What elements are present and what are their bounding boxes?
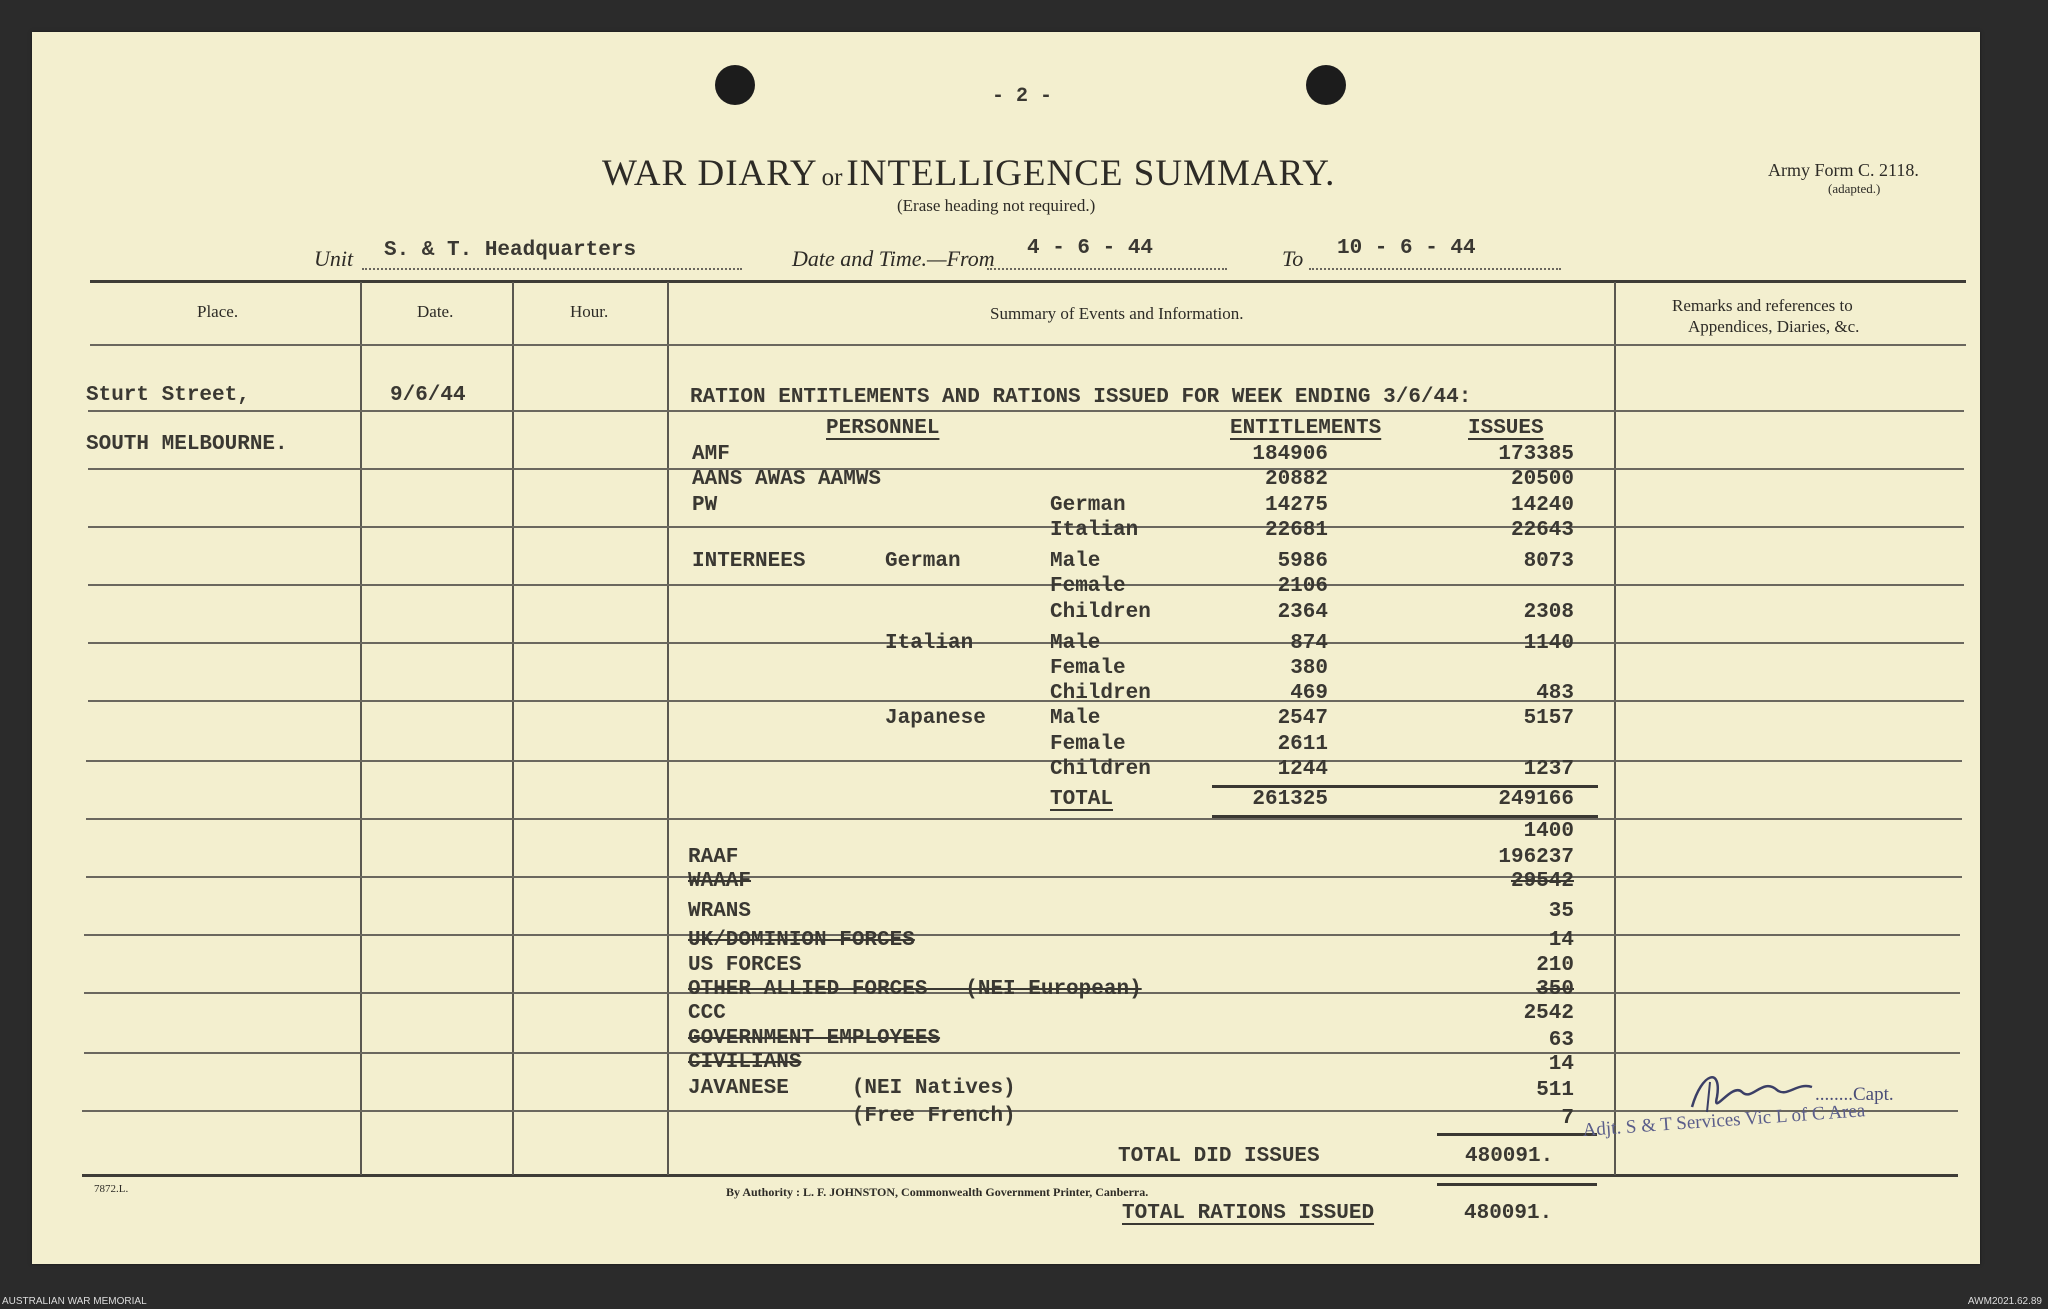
row-entitlement: 2547 — [1277, 707, 1328, 730]
column-header-date: Date. — [417, 302, 454, 321]
title-war-diary: WAR DIARY — [602, 153, 818, 194]
title-or: or — [821, 164, 843, 191]
row-sublabel: Female — [1050, 733, 1126, 756]
service-issue: 2542 — [1523, 1002, 1574, 1025]
printer-authority: By Authority : L. F. JOHNSTON, Commonwealth Government Printer, Canberra. — [726, 1185, 1149, 1199]
service-label: CIVILIANS — [688, 1051, 802, 1074]
service-label: US FORCES — [688, 954, 802, 977]
form-code: 7872.L. — [94, 1183, 129, 1195]
row-rule — [86, 760, 1962, 762]
row-label: AANS AWAS AAMWS — [692, 468, 882, 491]
service-label: GOVERNMENT EMPLOYEES — [688, 1027, 941, 1050]
signature-rank: ........Capt. — [1815, 1084, 1894, 1105]
unit-stamp: Adjt. S & T Services Vic L of C Area — [1582, 1100, 1866, 1141]
service-issue: 196237 — [1498, 846, 1574, 869]
row-entitlement: 874 — [1290, 632, 1328, 655]
row-sublabel: German — [1050, 494, 1126, 517]
row-rule — [82, 1110, 1958, 1112]
row-sublabel: Children — [1050, 601, 1151, 624]
service-label: WRANS — [688, 900, 752, 923]
date-to-dotted-line — [1309, 268, 1561, 270]
column-header-remarks-line1: Remarks and references to — [1672, 296, 1853, 315]
service-label: JAVANESE (NEI Natives) — [688, 1077, 1016, 1100]
column-divider-date — [512, 282, 514, 1175]
total-rations-issued-label: TOTAL RATIONS ISSUED — [1122, 1202, 1375, 1225]
row-rule — [88, 584, 1964, 586]
title-intelligence-summary: INTELLIGENCE SUMMARY. — [846, 153, 1336, 194]
total-bottom-rule — [1212, 815, 1598, 818]
service-issue: 63 — [1548, 1029, 1574, 1052]
service-label: UK/DOMINION FORCES — [688, 929, 915, 952]
row-entitlement: 469 — [1290, 682, 1328, 705]
service-label: OTHER ALLIED FORCES (NEI European) — [688, 978, 1142, 1001]
row-issue: 1237 — [1523, 758, 1574, 781]
column-header-place: Place. — [197, 302, 239, 321]
row-entitlement: 380 — [1290, 657, 1328, 680]
date-from-dotted-line — [987, 268, 1227, 270]
column-divider-place — [360, 282, 362, 1175]
row-issue: 5157 — [1523, 707, 1574, 730]
col-entitlements-heading: ENTITLEMENTS — [1230, 417, 1382, 440]
row-entitlement: 2611 — [1277, 733, 1328, 756]
row-issue: 22643 — [1510, 519, 1574, 542]
archive-id: AWM2021.62.89 — [1967, 1296, 2042, 1307]
row-issue: 20500 — [1510, 468, 1574, 491]
entry-place-line2: SOUTH MELBOURNE. — [86, 433, 288, 456]
row-entitlement: 184906 — [1252, 443, 1328, 466]
column-divider-summary — [1614, 282, 1616, 1175]
page-title — [602, 152, 1502, 195]
title-subtitle: (Erase heading not required.) — [897, 196, 1096, 215]
row-group: Italian — [885, 632, 974, 655]
total-issues: 249166 — [1498, 788, 1574, 811]
row-group: Japanese — [885, 707, 986, 730]
row-rule — [88, 410, 1964, 412]
row-rule — [88, 642, 1964, 644]
row-rule — [88, 700, 1964, 702]
service-label: CCC — [688, 1002, 726, 1025]
column-header-remarks-line2: Appendices, Diaries, &c. — [1688, 317, 1860, 336]
unit-dotted-line — [362, 268, 742, 270]
entry-place-line1: Sturt Street, — [86, 384, 250, 407]
service-issue: 14 — [1548, 929, 1574, 952]
unit-label: Unit — [314, 246, 354, 271]
unit-value: S. & T. Headquarters — [384, 239, 637, 262]
row-entitlement: 5986 — [1277, 550, 1328, 573]
row-rule — [88, 526, 1964, 528]
extra-issue: 1400 — [1523, 820, 1574, 843]
signature-rank-text: Capt. — [1853, 1084, 1894, 1105]
row-entitlement: 2106 — [1277, 575, 1328, 598]
row-sublabel: Male — [1050, 550, 1101, 573]
row-rule — [88, 468, 1964, 470]
service-issue: 29542 — [1510, 870, 1574, 893]
total-label: TOTAL — [1050, 788, 1114, 811]
column-header-hour: Hour. — [570, 302, 609, 321]
row-entitlement: 20882 — [1264, 468, 1328, 491]
row-rule — [86, 818, 1962, 820]
service-issue: 7 — [1561, 1107, 1574, 1130]
row-label: AMF — [692, 443, 730, 466]
row-issue: 2308 — [1523, 601, 1574, 624]
date-to-value: 10 - 6 - 44 — [1337, 237, 1476, 260]
column-header-summary: Summary of Events and Information. — [990, 304, 1244, 323]
header-rule — [90, 344, 1966, 346]
table-bottom-border — [82, 1174, 1958, 1177]
row-entitlement: 22681 — [1264, 519, 1328, 542]
service-issue: 35 — [1548, 900, 1574, 923]
service-issue: 14 — [1548, 1053, 1574, 1076]
total-did-issues-label: TOTAL DID ISSUES — [1118, 1145, 1320, 1168]
table-top-border — [90, 280, 1966, 283]
date-time-label: Date and Time.—From — [792, 246, 995, 271]
grand-total-bottom-rule — [1437, 1183, 1597, 1186]
army-form-number: Army Form C. 2118. — [1768, 160, 1919, 180]
row-sublabel: Female — [1050, 575, 1126, 598]
total-did-issues-value: 480091. — [1465, 1145, 1554, 1168]
date-to-label: To — [1282, 246, 1304, 271]
punch-hole-right — [1306, 65, 1346, 105]
row-rule — [86, 876, 1962, 878]
row-sublabel: Children — [1050, 682, 1151, 705]
service-issue: 350 — [1536, 978, 1574, 1001]
service-label: RAAF — [688, 846, 739, 869]
col-personnel-heading: PERSONNEL — [826, 417, 940, 440]
total-entitlements: 261325 — [1252, 788, 1328, 811]
col-issues-heading: ISSUES — [1468, 417, 1544, 440]
service-label: WAAAF — [688, 870, 752, 893]
row-issue: 483 — [1536, 682, 1574, 705]
service-label: (Free French) — [688, 1105, 1016, 1128]
service-issue: 210 — [1536, 954, 1574, 977]
row-entitlement: 1244 — [1277, 758, 1328, 781]
date-from-value: 4 - 6 - 44 — [1027, 237, 1154, 260]
row-issue: 173385 — [1498, 443, 1574, 466]
row-label: INTERNEES — [692, 550, 806, 573]
page-number: - 2 - — [992, 85, 1053, 108]
row-sublabel: Italian — [1050, 519, 1139, 542]
grand-total-top-rule — [1437, 1133, 1597, 1136]
archive-label: AUSTRALIAN WAR MEMORIAL — [2, 1296, 147, 1307]
summary-heading: RATION ENTITLEMENTS AND RATIONS ISSUED FOR WEEK ENDING 3/6/44: — [690, 386, 1472, 409]
service-issue: 511 — [1536, 1079, 1574, 1102]
row-entitlement: 14275 — [1264, 494, 1328, 517]
row-issue: 1140 — [1523, 632, 1574, 655]
row-rule — [84, 1052, 1960, 1054]
document-page — [32, 32, 1980, 1264]
army-form-adapted: (adapted.) — [1828, 181, 1881, 196]
row-label: PW — [692, 494, 718, 517]
row-rule — [84, 934, 1960, 936]
row-issue: 8073 — [1523, 550, 1574, 573]
row-group: German — [885, 550, 961, 573]
column-divider-hour — [667, 282, 669, 1175]
entry-date: 9/6/44 — [390, 384, 466, 407]
row-sublabel: Male — [1050, 707, 1101, 730]
row-sublabel: Children — [1050, 758, 1151, 781]
row-sublabel: Female — [1050, 657, 1126, 680]
row-issue: 14240 — [1510, 494, 1574, 517]
punch-hole-left — [715, 65, 755, 105]
total-rations-issued-value: 480091. — [1464, 1202, 1553, 1225]
row-entitlement: 2364 — [1277, 601, 1328, 624]
row-sublabel: Male — [1050, 632, 1101, 655]
